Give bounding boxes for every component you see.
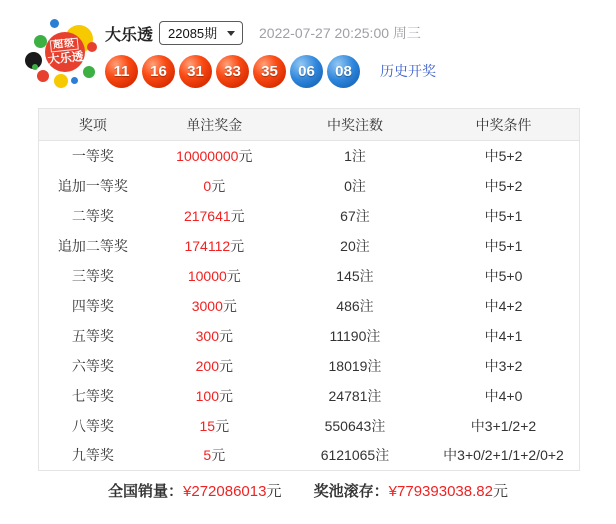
- prize-amount-cell: 200元: [195, 357, 233, 374]
- front-ball: 16: [142, 55, 175, 88]
- prize-pool: [314, 483, 508, 500]
- prize-name-cell: 三等奖: [39, 261, 147, 291]
- condition-cell: 中4+0: [428, 381, 580, 411]
- winner-count-cell: 6121065注: [282, 441, 428, 471]
- sales-unit: 元: [266, 483, 282, 500]
- super-lotto-logo: [24, 6, 108, 102]
- col-header-prize: 奖项: [39, 109, 147, 141]
- balls-group: [105, 55, 364, 88]
- draw-datetime: 2022-07-27 20:25:00 周三: [259, 25, 421, 41]
- totals-bar: [0, 480, 616, 501]
- condition-cell: 中5+2: [428, 171, 580, 201]
- col-header-condition: 中奖条件: [428, 109, 580, 141]
- prize-amount-cell: 0元: [203, 177, 226, 194]
- prize-amount-cell: 15元: [199, 417, 230, 434]
- prize-amount-value: 15: [199, 417, 216, 434]
- prize-amount-value: 0: [203, 177, 212, 194]
- prize-amount-cell: 3000元: [191, 297, 237, 314]
- prize-row: [39, 441, 580, 471]
- prize-name-cell: 二等奖: [39, 201, 147, 231]
- prize-row: [39, 171, 580, 201]
- prize-amount-value: 10000: [187, 267, 227, 284]
- logo-main-circle: [45, 32, 85, 72]
- prize-row: [39, 201, 580, 231]
- history-draws-link[interactable]: 历史开奖: [380, 63, 436, 79]
- prize-name-cell: 九等奖: [39, 441, 147, 471]
- prize-amount-value: 5: [203, 447, 212, 464]
- prize-table-header-row: [39, 109, 580, 141]
- national-sales: [108, 483, 286, 500]
- prize-row: [39, 291, 580, 321]
- lottery-title: 大乐透: [105, 26, 154, 44]
- condition-cell: 中3+0/2+1/1+2/0+2: [428, 441, 580, 471]
- prize-name-cell: 七等奖: [39, 381, 147, 411]
- prize-row: [39, 141, 580, 171]
- front-ball: 31: [179, 55, 212, 88]
- winner-count-cell: 0注: [344, 177, 366, 194]
- front-ball: 35: [253, 55, 286, 88]
- pool-currency: ¥: [388, 483, 398, 500]
- prize-row: [39, 261, 580, 291]
- issue-select-wrap: [159, 21, 243, 45]
- front-ball: 33: [216, 55, 249, 88]
- prize-name-cell: 八等奖: [39, 411, 147, 441]
- prize-name-cell: 一等奖: [39, 141, 147, 171]
- condition-cell: 中3+2: [428, 351, 580, 381]
- logo-dot-green-upper-left: [34, 35, 47, 48]
- prize-name-cell: 追加一等奖: [39, 171, 147, 201]
- prize-amount-value: 3000: [191, 297, 223, 314]
- back-ball: 08: [327, 55, 360, 88]
- logo-line1: 超级: [50, 38, 79, 53]
- back-ball: 06: [290, 55, 323, 88]
- prize-amount-value: 10000000: [176, 147, 239, 164]
- logo-dot-blue-bottom: [71, 77, 78, 84]
- prize-amount-value: 300: [195, 327, 219, 344]
- pool-value: 779393038.82: [397, 483, 493, 500]
- logo-dot-green-tiny: [32, 64, 38, 70]
- prize-amount-value: 100: [195, 387, 219, 404]
- prize-table-body: [39, 141, 580, 471]
- prize-amount-value: 217641: [183, 207, 231, 224]
- condition-cell: 中5+2: [428, 141, 580, 171]
- winner-count-cell: 145注: [336, 267, 374, 284]
- logo-dot-red-bottom-left: [37, 70, 49, 82]
- logo-dot-green-bottom-right: [83, 66, 95, 78]
- sales-label: 全国销量：: [108, 483, 184, 500]
- col-header-count: 中奖注数: [282, 109, 428, 141]
- logo-dot-blue-top: [50, 19, 59, 28]
- prize-amount-cell: 217641元: [183, 207, 245, 224]
- winner-count-cell: 1注: [344, 147, 366, 164]
- winner-count-cell: 24781注: [328, 387, 382, 404]
- prize-table: [38, 108, 580, 471]
- pool-label: 奖池滚存：: [313, 483, 389, 500]
- sales-value: 272086013: [191, 483, 267, 500]
- front-ball: 11: [105, 55, 138, 88]
- logo-text: [43, 30, 87, 74]
- prize-row: [39, 381, 580, 411]
- winner-count-cell: 486注: [336, 297, 374, 314]
- prize-row: [39, 411, 580, 441]
- prize-amount-cell: 10000000元: [176, 147, 253, 164]
- prize-amount-value: 200: [195, 357, 219, 374]
- prize-amount-cell: 10000元: [187, 267, 241, 284]
- sales-currency: ¥: [183, 483, 192, 500]
- condition-cell: 中5+1: [428, 231, 580, 261]
- winner-count-cell: 18019注: [328, 357, 382, 374]
- header-row: [105, 20, 421, 46]
- condition-cell: 中4+1: [428, 321, 580, 351]
- winner-count-cell: 550643注: [324, 417, 386, 434]
- prize-amount-value: 174112: [184, 237, 231, 254]
- winner-count-cell: 11190注: [329, 327, 381, 344]
- prize-name-cell: 四等奖: [39, 291, 147, 321]
- condition-cell: 中4+2: [428, 291, 580, 321]
- condition-cell: 中5+0: [428, 261, 580, 291]
- prize-row: [39, 351, 580, 381]
- logo-line2: 大乐透: [47, 49, 85, 68]
- prize-amount-cell: 100元: [195, 387, 233, 404]
- prize-amount-cell: 174112元: [184, 237, 245, 254]
- logo-dot-yellow-bottom: [54, 74, 68, 88]
- condition-cell: 中5+1: [428, 201, 580, 231]
- winner-count-cell: 20注: [340, 237, 370, 254]
- winner-count-cell: 67注: [340, 207, 370, 224]
- prize-name-cell: 追加二等奖: [39, 231, 147, 261]
- pool-unit: 元: [492, 483, 508, 500]
- condition-cell: 中3+1/2+2: [428, 411, 580, 441]
- prize-row: [39, 231, 580, 261]
- prize-name-cell: 六等奖: [39, 351, 147, 381]
- prize-amount-cell: 300元: [195, 327, 233, 344]
- issue-select[interactable]: [159, 21, 243, 45]
- prize-row: [39, 321, 580, 351]
- col-header-amount: 单注奖金: [147, 109, 282, 141]
- logo-dot-red-right: [87, 42, 97, 52]
- winning-numbers-row: [105, 54, 436, 88]
- prize-name-cell: 五等奖: [39, 321, 147, 351]
- prize-amount-cell: 5元: [147, 441, 282, 471]
